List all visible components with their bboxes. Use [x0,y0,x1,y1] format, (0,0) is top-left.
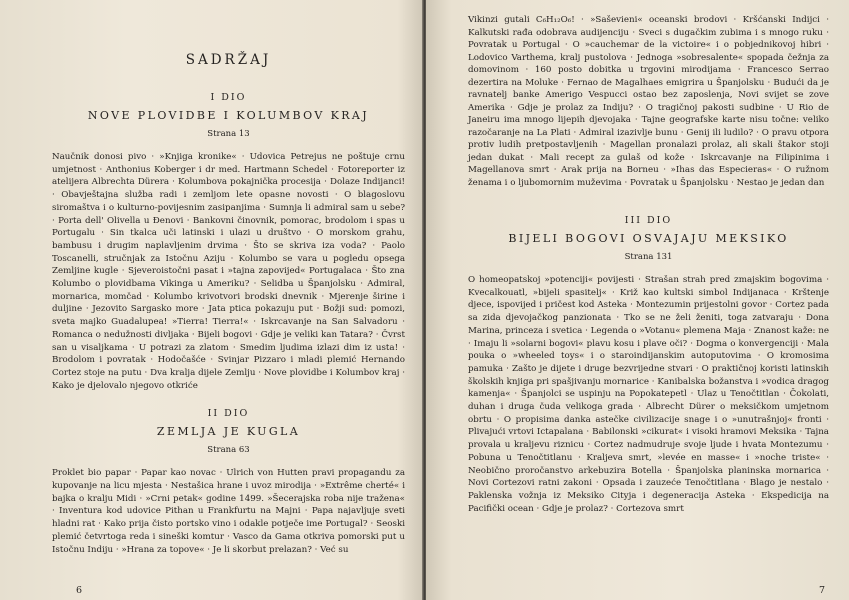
left-page [0,0,423,600]
part-1-page-ref: Strana 13 [207,129,250,139]
part-2-continuation: Vikinzi gutali C₆H₁₂O₆! · »Saševieni« oceanski brodovi · Kršćanski Indijci · Kalkutski rađa odobrava audijenciju · Sveci s dugačkim zubima i s mnogo ruku · Povratak u Portugal · O »cauchemar de la victoire« i o pobjednikovoj hibri · Lodovico Varthema, kralj pustolova · Jednoga »sobresalente« spopada čežnja za domovinom · 160 posto dobitka u trgovini mirodijama · Francesco Serrao dezertira na Moluke · Fernao de Magalhaes emigrira u Španjolsku · Budući da je ravnatelj banke Amerigo Vespucci ostao bez zaposlenja, Novi svijet se zove Amerika · Gdje je prolaz za Indiju? · O tragičnoj pakosti sudbine · U Rio de Janeiru ima mnogo lijepih djevojaka · Tajne geografske karte nisu točne: veliko razočaranje na La Plati · Admiral izazivlje bunu · Genij ili ludilo? · O pravu otpora protiv ludih pretpostavljenih · Magellan pronalazi prolaz, ali skali štakor stoji jedan dukat · Mali recept za gulaš od kože · Iskrcavanje na Filipinima i Magellanova smrt · Arak prija na Borneu · »Ihas das Especieras« · O ružnom ženama i o ljubomornim muževima · Povratak u Španjolsku · Nestao je jedan dan [468,15,829,188]
part-2-label: II DIO [207,408,250,420]
part-1-synopsis: Naučnik donosi pivo · »Knjiga kronike« · Udovica Petrejus ne poštuje crnu umjetnost · Anthonius Koberger i dr med. Hartmann Schedel · Fotoreporter iz atelijera Albrechta Dürera · Kolumbova pokajnička procesija · Dolaze Indijanci! · Obavještajna služba radi i zemljom lete opasne novosti · O blagoslovu siromaštva i o kulturno-povijesnim zasipanjima · Sumnja li admiral sam u sebe? · Porta dell' Olivella u Đenovi · Bankovni činovnik, pomorac, brodolom i spas u Portugalu · Sin tkalca uči latinski i ulazi u društvo · O morskom grahu, bambusu i drugim naplavljenim drvima · Što se skriva iza voda? · Paolo Toscanelli, stručnjak za Istočnu Aziju · Kolumbo se vara u pogledu opsega Zemljine kugle · Sjeveroistočni pasat i »tajna zapovijed« Portugalaca · Što zna Kolumbo o plovidbama Vikinga u Ameriku? · Selidba u Španjolsku · Admiral, mornarica, momčad · Kolumbo krivotvori brodski dnevnik · Mjerenje širine i duljine · Jezovito Sargasko more · Jata ptica pokazuju put · Božji sud: pomozi, sveta majko Guadalupea! »Tierra! Tierra!« · Iskrcavanje na San Salvadoru · Romanca o nedužnosti divljaka · Bijeli bogovi · Gdje je veliki kan Tatara? · Čvrst san u visaljkama · U potrazi za zlatom · Smedim ljudima izlazi dim iz usta! · Brodolom i povratak · Hodočašće · Svinjar Pizzaro i mladi plemić Hernando Cortez stoje na putu · Dva kralja dijele Zemlju · Nove plovidbe i Kolumbov kraj · Kako je djelovalo njegovo otkriće [52,152,405,391]
part-2-section [52,408,405,556]
part-2-synopsis: Proklet bio papar · Papar kao novac · Ulrich von Hutten pravi propagandu za kupovanje na licu mjesta · Nestašica hrane i uvoz mirodija · »Extrême cherté« i bajka o kralju Midi · »Crni petak« godine 1499. »Šecerajska roba nije tražena« · Inventura kod udovice Pithan u Frankfurtu na Majni · Papa najavljuje sveti hladni rat · Kako prija čisto portsko vino i odakle potječe ime Portugal? · Seoski plemić četvrtoga reda i sineški komtur · Vasco da Gama otkriva pomorski put u Istočnu Indiju · »Hrana za topove« · Je li skorbut prelazan? · Već su [52,468,405,555]
part-2-title: ZEMLJA JE KUGLA [156,425,301,439]
part-3-title: BIJELI BOGOVI OSVAJAJU MEKSIKO [508,232,789,245]
left-page-number: 6 [76,585,83,596]
part-1-label: I DIO [210,92,247,103]
part-3-page-ref: Strana 131 [624,252,673,262]
part-2-page-ref: Strana 63 [207,445,250,456]
part-3-synopsis: O homeopatskoj »potenciji« povijesti · Strašan strah pred zmajskim bogovima · Kvecalkouatl, »bijeli spasitelj« · Križ kao kultski simbol Indijanaca · Krštenje djece, ispovijed i pričest kod Asteka · Montezumin prijestolni govor · Cortez pada sa zida djevojačkog panzionata · Tko se ne želi ženiti, toga zatvaraju · Dona Marina, princeza i svetica · Legenda o »Votanu« plemena Maja · Znanost kaže: ne · Imaju li »solarni bogovi« plavu kosu i plave oči? · Dogma o konvergenciji · Mala pouka o »wheeled toys« i o staroindijanskim autoputovima · O kromosima pamuka · Zašto je dijete i druge bezvrijedne stvari · O praktičnoj koristi latinskih školskih knjiga pri spašjivanju mornarice · Kanibalska božanstva i »vodica dragog kamenja« · Španjolci se uspinju na Popokatepetl · Ulaz u Tenočtitlan · Čokolati, duhan i druga čuda velikoga grada · Albrecht Dürer o meksičkom umjetnom obrtu · O propisima danka astečke civilizacije snage i o »unutrašnjoj« fronti · Plivajući vrtovi Ictapalana · Babilonski »cikurat« i visoki hramovi Meksika · Tajna provala u kraljevu riznicu · Cortez nadmudruje svoje ljude i hvata Montezumu · Pobuna u Tenočtitlanu · Kraljeva smrt, »levée en masse« i »noche triste« · Neobično proročanstvo arkebuzira Botella · Španjolska planinska mornarica · Novi Cortezovi ratni zakoni · Opsada i zauzeće Tenočtitlana · Blago je nestalo · Paklenska vožnja iz Meksiko Cityja i degeneracija Asteka · Ekspedicija na Pacifički ocean · Gdje je prolaz? · Cortezova smrt [468,275,829,514]
part-3-label: III DIO [624,215,673,226]
part-1-title: NOVE PLOVIDBE I KOLUMBOV KRAJ [87,109,370,122]
part-3-section [468,215,829,515]
right-page [426,0,849,600]
right-page-number: 7 [818,585,825,596]
part-1-section [52,92,405,392]
contents-heading: SADRŽAJ [185,52,272,68]
